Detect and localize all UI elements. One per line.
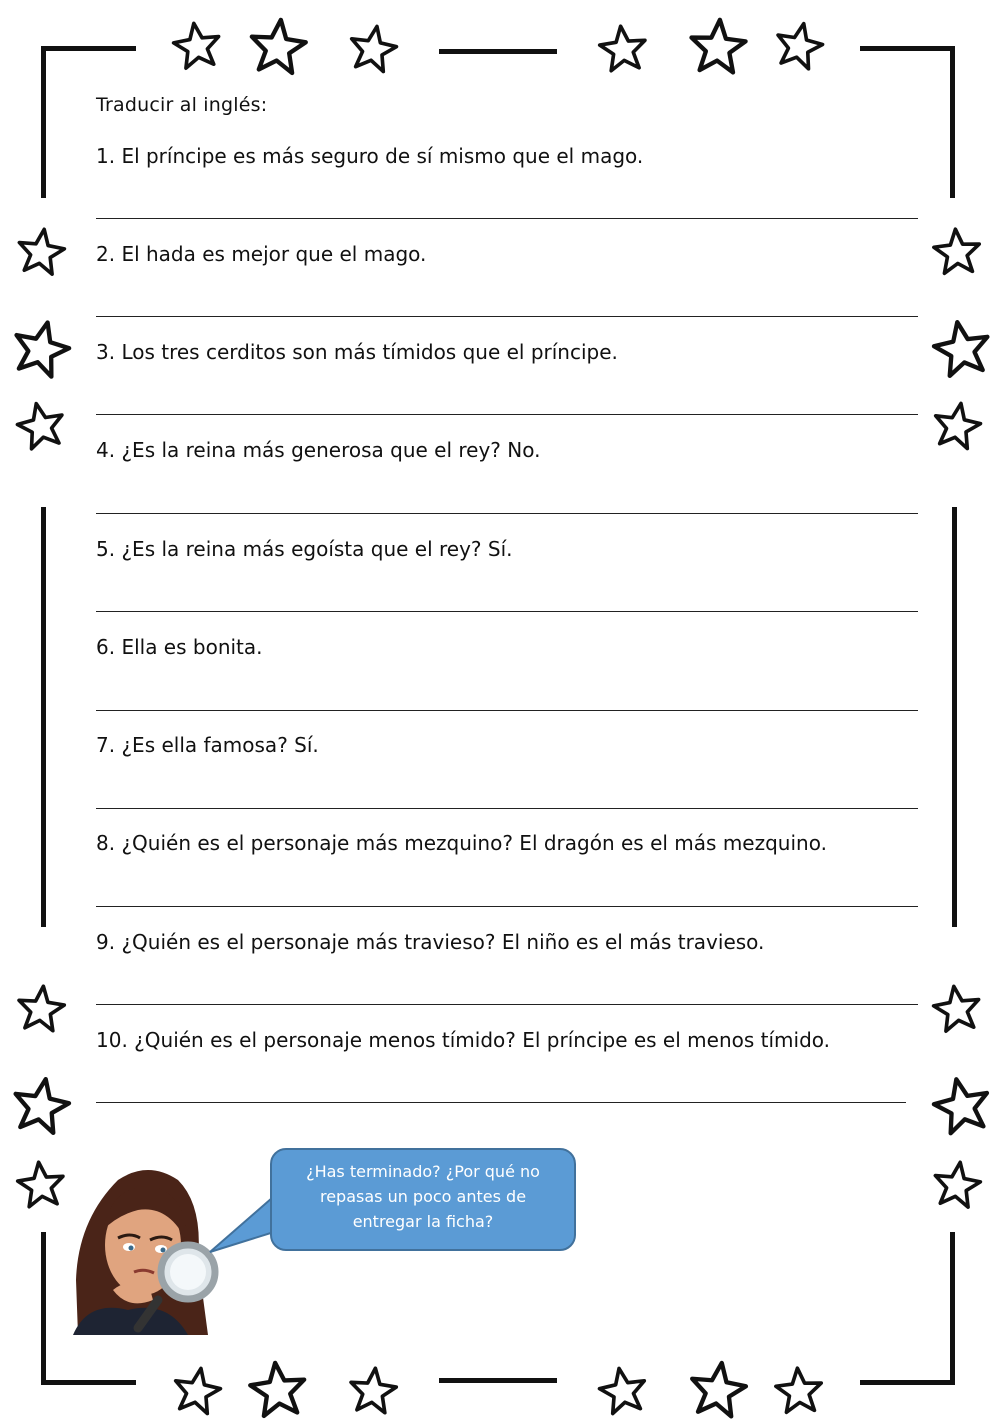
frame-right-lower-line <box>950 1232 955 1384</box>
question-1: 1. El príncipe es más seguro de sí mismo que el mago. <box>96 144 644 168</box>
answer-line-7[interactable] <box>96 786 918 809</box>
star-outline-icon <box>925 1069 999 1143</box>
star-outline-icon <box>5 1070 77 1142</box>
answer-line-9[interactable] <box>96 982 918 1005</box>
star-outline-icon <box>926 313 998 385</box>
star-outline-icon <box>344 1362 401 1419</box>
question-10: 10. ¿Quién es el personaje menos tímido? El príncipe es el menos tímido. <box>96 1028 831 1052</box>
question-6: 6. Ella es bonita. <box>96 635 263 659</box>
star-outline-icon <box>167 1361 227 1421</box>
answer-line-3[interactable] <box>96 392 918 415</box>
answer-line-2[interactable] <box>96 294 918 317</box>
frame-bottom-left-line <box>41 1380 136 1385</box>
question-8: 8. ¿Quién es el personaje más mezquino? El dragón es el más mezquino. <box>96 831 827 855</box>
speech-bubble <box>270 1148 576 1251</box>
star-outline-icon <box>928 1156 987 1215</box>
answer-line-5[interactable] <box>96 589 918 612</box>
star-outline-icon <box>683 1355 753 1425</box>
answer-line-8[interactable] <box>96 884 918 907</box>
frame-right-middle-line <box>952 507 957 927</box>
star-outline-icon <box>168 17 227 76</box>
frame-top-left-line <box>41 46 136 51</box>
frame-top-center-line <box>439 49 557 54</box>
frame-right-upper-line <box>950 46 955 198</box>
star-outline-icon <box>12 980 69 1037</box>
frame-bottom-right-line <box>860 1380 955 1385</box>
star-outline-icon <box>929 224 985 280</box>
question-7: 7. ¿Es ella famosa? Sí. <box>96 733 319 757</box>
question-2: 2. El hada es mejor que el mago. <box>96 242 427 266</box>
star-outline-icon <box>244 1356 312 1424</box>
star-outline-icon <box>768 15 830 77</box>
frame-left-middle-line <box>41 507 46 927</box>
star-outline-icon <box>3 311 78 386</box>
frame-top-right-line <box>860 46 955 51</box>
answer-line-6[interactable] <box>96 688 918 711</box>
star-outline-icon <box>685 14 751 80</box>
question-5: 5. ¿Es la reina más egoísta que el rey? Sí. <box>96 537 513 561</box>
star-outline-icon <box>343 19 403 79</box>
frame-left-upper-line <box>41 46 46 198</box>
speech-bubble-text: ¿Has terminado? ¿Por qué no repasas un poco antes de entregar la ficha? <box>306 1162 540 1231</box>
question-3: 3. Los tres cerditos son más tímidos que el príncipe. <box>96 340 618 364</box>
frame-bottom-center-line <box>439 1378 557 1383</box>
answer-line-10[interactable] <box>96 1080 906 1103</box>
question-9: 9. ¿Quién es el personaje más travieso? El niño es el más travieso. <box>96 930 765 954</box>
frame-left-lower-line <box>41 1232 46 1384</box>
star-outline-icon <box>594 20 651 77</box>
star-outline-icon <box>928 980 987 1039</box>
star-outline-icon <box>10 395 72 457</box>
star-outline-icon <box>12 223 71 282</box>
question-4: 4. ¿Es la reina más generosa que el rey? No. <box>96 438 541 462</box>
star-outline-icon <box>244 13 312 81</box>
speech-bubble-tail <box>196 1190 276 1260</box>
answer-line-1[interactable] <box>96 196 918 219</box>
star-outline-icon <box>771 1363 827 1419</box>
worksheet-heading: Traducir al inglés: <box>96 94 268 116</box>
answer-line-4[interactable] <box>96 491 918 514</box>
star-outline-icon <box>593 1361 653 1421</box>
